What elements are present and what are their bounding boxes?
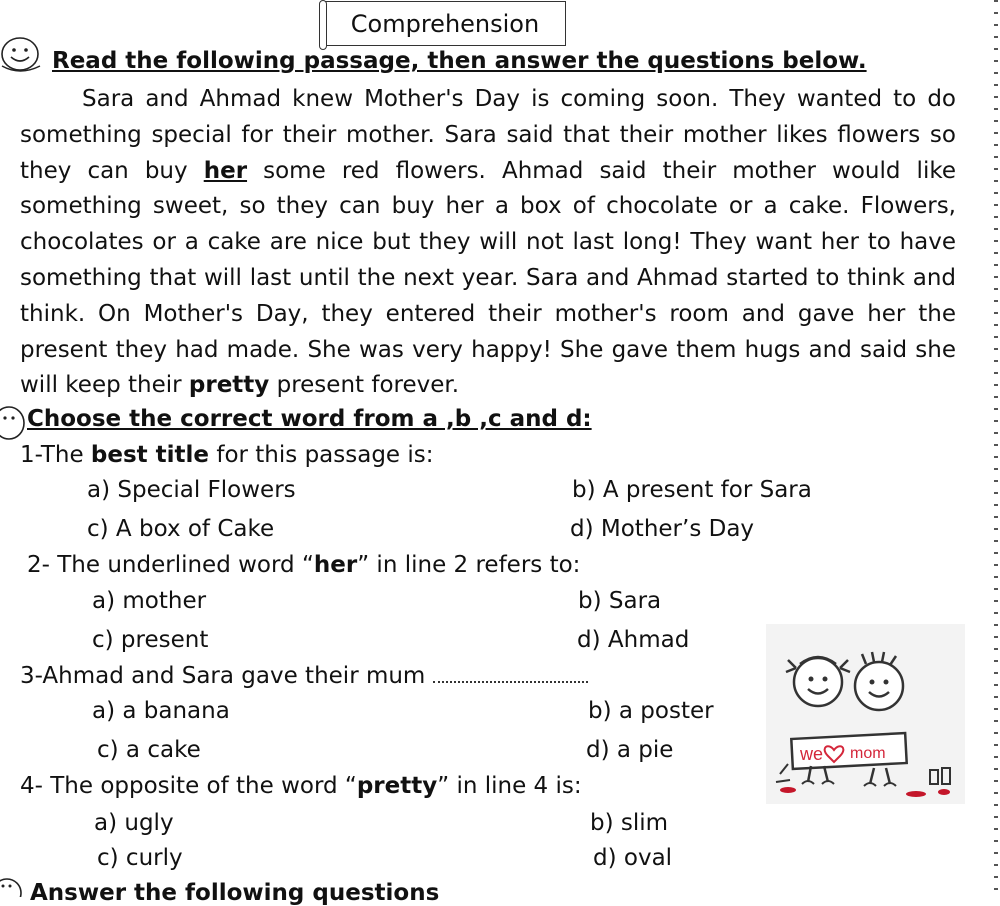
smiley-icon — [0, 877, 24, 897]
question-2-option-d: d) Ahmad — [577, 627, 690, 653]
question-4-option-c: c) curly — [97, 845, 183, 871]
question-1-option-b: b) A present for Sara — [572, 477, 812, 503]
question-3-option-a: a) a banana — [92, 698, 230, 724]
question-2-option-c: c) present — [92, 627, 209, 653]
question-3-option-c: c) a cake — [97, 737, 201, 763]
passage-text-middle: some red flowers. Ahmad said their mother would like something sweet, so they can buy her a box of chocolate or a cake. Flowers, chocolates or a cake are nice but they will not last long! They want her to have something that will last until the next year. Sara and Ahmad started to think and think. On Mother's Day, they entered their mother's room and gave her the present they had made. She was very happy! She gave them hugs and said she will keep their — [20, 157, 956, 399]
question-1-option-c: c) A box of Cake — [87, 516, 275, 542]
question-1: 1-The best title for this passage is: — [20, 442, 434, 468]
smiley-icon — [0, 36, 42, 74]
reading-passage — [20, 82, 956, 404]
passage-underlined-word: her — [203, 157, 248, 184]
section-heading-answer: Answer the following questions — [30, 880, 440, 906]
question-4: 4- The opposite of the word “pretty” in line 4 is: — [20, 773, 582, 799]
question-3-option-d: d) a pie — [586, 737, 674, 763]
passage-text-end: present forever. — [269, 372, 460, 399]
passage-text-intro: Sara and Ahmad knew Mother's Day is coming soon. They wanted to do something special for their mother. Sara said that their mother likes flowers so they can buy — [20, 86, 956, 184]
instruction-heading: Read the following passage, then answer the questions below. — [52, 48, 867, 74]
passage-bold-word: pretty — [188, 372, 270, 399]
question-3: 3-Ahmad and Sara gave their mum — [20, 663, 588, 689]
question-2: 2- The underlined word “her” in line 2 refers to: — [27, 552, 581, 578]
page-title-box — [324, 1, 566, 46]
page-title: Comprehension — [350, 10, 540, 38]
question-2-option-b: b) Sara — [578, 588, 662, 614]
question-1-option-d: d) Mother’s Day — [570, 516, 755, 542]
answer-blank — [433, 665, 588, 683]
question-3-option-b: b) a poster — [588, 698, 714, 724]
section-heading-choose: Choose the correct word from a ,b ,c and d: — [27, 406, 592, 432]
sign-text-mom: mom — [850, 745, 886, 762]
question-4-option-b: b) slim — [590, 810, 669, 836]
question-1-option-a: a) Special Flowers — [87, 477, 296, 503]
page-border-decoration — [988, 0, 1000, 893]
question-4-option-a: a) ugly — [94, 810, 174, 836]
title-box-ring — [319, 0, 327, 50]
question-4-option-d: d) oval — [593, 845, 673, 871]
smiley-icon — [0, 405, 28, 441]
kids-drawing — [766, 624, 965, 804]
question-2-option-a: a) mother — [92, 588, 207, 614]
sign-text-we: we — [800, 744, 824, 764]
kids-mom-illustration — [766, 624, 965, 804]
